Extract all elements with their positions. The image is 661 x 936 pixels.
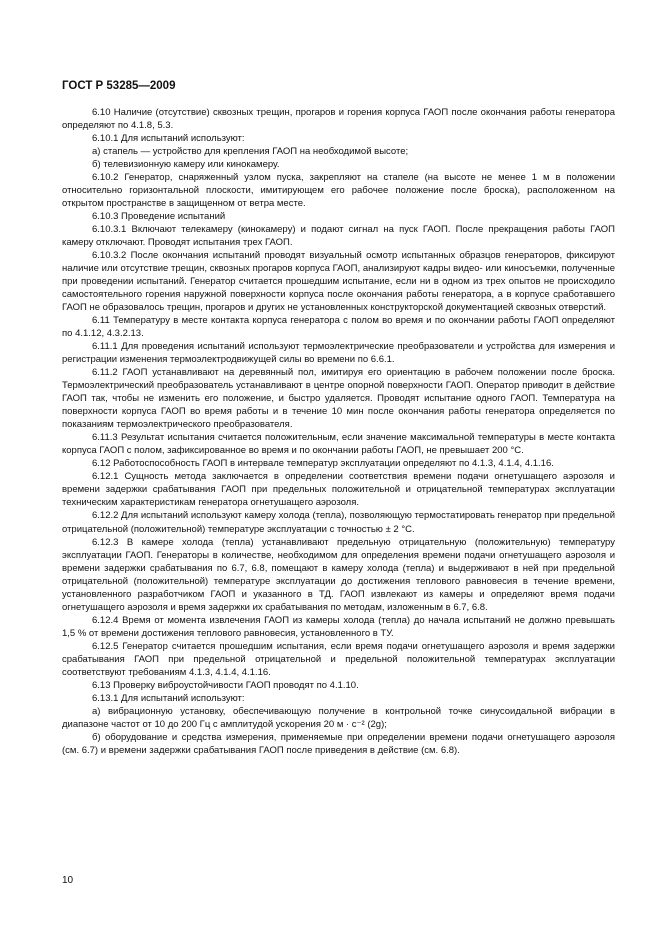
- paragraph: 6.11 Температуру в месте контакта корпуса генератора с полом во время и по окончании работы ГАОП определяют по 4.1.12, 4.3.2.13.: [62, 315, 615, 340]
- paragraph: 6.13.1 Для испытаний используют:: [92, 692, 245, 704]
- paragraph: б) оборудование и средства измерения, применяемые при определении времени подачи огнетушащего аэрозоля (см. 6.7) и времени задержки срабатывания ГАОП после приведения в действие (см. 6.8).: [62, 731, 615, 756]
- paragraph: 6.12 Работоспособность ГАОП в интервале температур эксплуатации определяют по 4.1.3, 4.1.4, 4.1.16.: [92, 458, 554, 470]
- paragraph: 6.10.1 Для испытаний используют:: [92, 133, 245, 145]
- paragraph: 6.10.3.1 Включают телекамеру (кинокамеру) и подают сигнал на пуск ГАОП. После прекращения работы ГАОП камеру отключают. Проводят испытания трех ГАОП.: [62, 224, 615, 249]
- paragraph: 6.11.2 ГАОП устанавливают на деревянный пол, имитируя его ориентацию в рабочем положении после броска. Термоэлектрический преобразователь устанавливают в центре опорной поверхности ГАОП. Оператор приводит в действие ГАОП так, чтобы не изменить его положение, и быстро удаляется. Проводят испытание одного ГАОП. Температура на поверхности корпуса ГАОП во время работы и в течение 10 мин после окончания работы генератора определяется по показаниям термоэлектрического преобразователя.: [62, 367, 615, 431]
- paragraph: 6.12.2 Для испытаний используют камеру холода (тепла), позволяющую термостатировать генератор при предельной отрицательной (положительной) температуре эксплуатации с точностью ± 2 °C.: [62, 510, 615, 535]
- paragraph: 6.11.1 Для проведения испытаний используют термоэлектрические преобразователи и устройства для измерения и регистрации изменения термоэлектродвижущей силы во времени по 6.6.1.: [62, 341, 615, 366]
- paragraph: 6.12.3 В камере холода (тепла) устанавливают предельную отрицательную (положительную) температуру эксплуатации ГАОП. Генераторы в количестве, необходимом для определения времени подачи огнетушащего аэрозоля и времени задержки срабатывания по 6.7, 6.8, помещают в камеру холода (тепла) и выдерживают в ней при предельной отрицательной (положительной) температуре эксплуатации до достижения теплового равновесия в течение времени, установленного разработчиком ГАОП и указанного в ТД. ГАОП извлекают из камеры и определяют время подачи огнетушащего аэрозоля и время задержки их срабатывания по методам, изложенным в 6.7, 6.8.: [62, 536, 615, 613]
- document-body: [62, 106, 615, 757]
- paragraph: 6.11.3 Результат испытания считается положительным, если значение максимальной температуры в месте контакта корпуса ГАОП с полом, зафиксированное во время и по окончании работы ГАОП, не превышает 200 °C.: [62, 432, 615, 457]
- paragraph: 6.10 Наличие (отсутствие) сквозных трещин, прогаров и горения корпуса ГАОП после окончания работы генератора определяют по 4.1.8, 5.3.: [62, 107, 615, 132]
- paragraph: 6.10.2 Генератор, снаряженный узлом пуска, закрепляют на стапеле (на высоте не менее 1 м в положении относительно горизонтальной плоскости, имитирующем его рабочее положение после броска), расположенном на открытом пространстве в защищенном от ветра месте.: [62, 172, 615, 210]
- paragraph: 6.10.3 Проведение испытаний: [92, 211, 226, 223]
- paragraph: а) вибрационную установку, обеспечивающую получение в контрольной точке синусоидальной вибрации в диапазоне частот от 10 до 200 Гц с амплитудой ускорения 20 м · с⁻² (2g);: [62, 705, 615, 730]
- paragraph: а) стапель — устройство для крепления ГАОП на необходимой высоте;: [92, 146, 409, 158]
- page-number: 10: [62, 875, 74, 886]
- document-code: ГОСТ Р 53285—2009: [62, 80, 176, 92]
- paragraph: 6.13 Проверку виброустойчивости ГАОП проводят по 4.1.10.: [92, 679, 359, 691]
- paragraph: б) телевизионную камеру или кинокамеру.: [92, 159, 280, 171]
- paragraph: 6.12.1 Сущность метода заключается в определении соответствия времени подачи огнетушащего аэрозоля и времени задержки срабатывания ГАОП при предельных положительной и отрицательной температурах эксплуатации техническим характеристикам генератора огнетушащего аэрозоля.: [62, 471, 615, 509]
- paragraph: 6.12.4 Время от момента извлечения ГАОП из камеры холода (тепла) до начала испытаний не должно превышать 1,5 % от времени достижения теплового равновесия, установленного в ТУ.: [62, 614, 615, 639]
- paragraph: 6.10.3.2 После окончания испытаний проводят визуальный осмотр испытанных образцов генераторов, фиксируют наличие или отсутствие трещин, сквозных прогаров корпуса ГАОП, анализируют кадры видео- или киносъемки, полученные при проведении испытаний. Генератор считается прошедшим испытание, если ни в одном из трех опытов не происходило самостоятельного горения наружной поверхности корпуса после окончания работы генератора, а в корпусе сработавшего ГАОП не образовалось трещин, прогаров и других не установленных конструкторской документацией сквозных отверстий.: [62, 250, 615, 314]
- paragraph: 6.12.5 Генератор считается прошедшим испытания, если время подачи огнетушащего аэрозоля и время задержки срабатывания ГАОП при предельной отрицательной и предельной положительной температурах эксплуатации соответствуют требованиям 4.1.3, 4.1.4, 4.1.16.: [62, 640, 615, 678]
